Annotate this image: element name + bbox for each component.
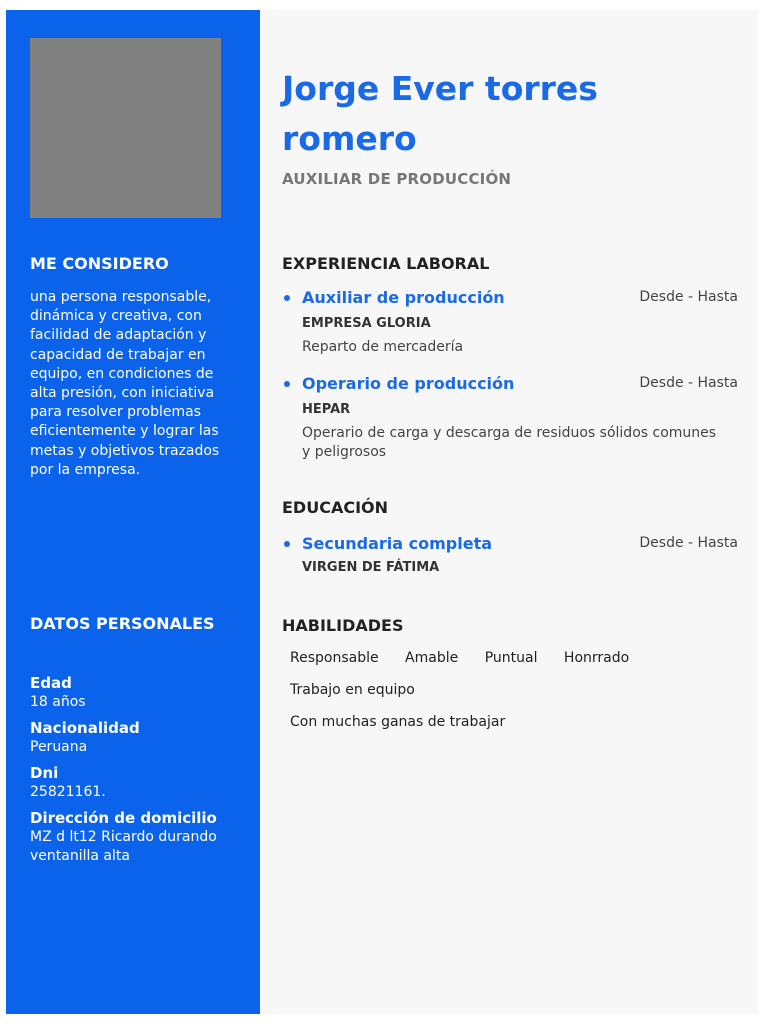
- skill-item: Amable: [405, 650, 459, 666]
- entry-dates: Desde - Hasta: [639, 535, 738, 551]
- experience-entry: [282, 288, 738, 358]
- education-entry: [282, 534, 738, 584]
- entry-title: Operario de producción: [302, 374, 515, 393]
- dato-label: Edad: [30, 674, 72, 692]
- dato-label: Dni: [30, 764, 59, 782]
- dato-value: 18 años: [30, 694, 86, 710]
- me-considero-text: una persona responsable, dinámica y creativa, con facilidad de adaptación y capacidad de trabajar en equipo, en condiciones de alta presión, con iniciativa para resolver problemas eficientemente y lograr las metas y objetivos trazados por la empresa.: [30, 289, 220, 478]
- person-name: Jorge Ever torres romero: [282, 69, 598, 158]
- entry-title: Auxiliar de producción: [302, 288, 505, 307]
- dato-value: Peruana: [30, 739, 88, 755]
- skills-list: [290, 650, 740, 746]
- skills-heading: HABILIDADES: [282, 616, 404, 635]
- dato-nacionalidad: [30, 718, 222, 757]
- dato-direccion: [30, 808, 222, 866]
- dato-edad: [30, 673, 222, 712]
- entry-org: EMPRESA GLORIA: [302, 316, 431, 331]
- entry-org: HEPAR: [302, 402, 351, 417]
- dato-value: MZ d lt12 Ricardo durando ventanilla alta: [30, 829, 217, 864]
- entry-title: Secundaria completa: [302, 534, 493, 553]
- me-considero-heading: ME CONSIDERO: [30, 254, 169, 273]
- dato-label: Nacionalidad: [30, 719, 140, 737]
- dato-dni: [30, 763, 222, 802]
- resume-sheet: [6, 10, 758, 1014]
- entry-desc: Operario de carga y descarga de residuos sólidos comunes y peligrosos: [302, 425, 717, 460]
- bullet-icon: [284, 541, 290, 547]
- skill-item: Responsable: [290, 650, 379, 666]
- datos-personales-list: [30, 673, 222, 872]
- skill-item: Trabajo en equipo: [290, 682, 415, 698]
- skills-row: [290, 682, 740, 714]
- entry-org: VIRGEN DE FÁTIMA: [302, 560, 440, 575]
- entry-desc: Reparto de mercadería: [302, 339, 464, 355]
- experience-entry: [282, 374, 738, 464]
- profile-photo-placeholder: [30, 38, 221, 218]
- entry-dates: Desde - Hasta: [639, 289, 738, 305]
- education-heading: EDUCACIÓN: [282, 498, 389, 517]
- bullet-icon: [284, 381, 290, 387]
- dato-label: Dirección de domicilio: [30, 809, 217, 827]
- skill-item: Con muchas ganas de trabajar: [290, 714, 506, 730]
- datos-personales-heading: DATOS PERSONALES: [30, 614, 215, 633]
- experience-heading: EXPERIENCIA LABORAL: [282, 254, 490, 273]
- bullet-icon: [284, 295, 290, 301]
- sidebar: [6, 10, 260, 1014]
- skills-row: [290, 714, 740, 746]
- skill-item: Puntual: [484, 650, 538, 666]
- dato-value: 25821161.: [30, 784, 106, 800]
- skills-row: [290, 650, 740, 682]
- skill-item: Honrrado: [563, 650, 630, 666]
- job-role: AUXILIAR DE PRODUCCIÓN: [282, 170, 512, 188]
- entry-dates: Desde - Hasta: [639, 375, 738, 391]
